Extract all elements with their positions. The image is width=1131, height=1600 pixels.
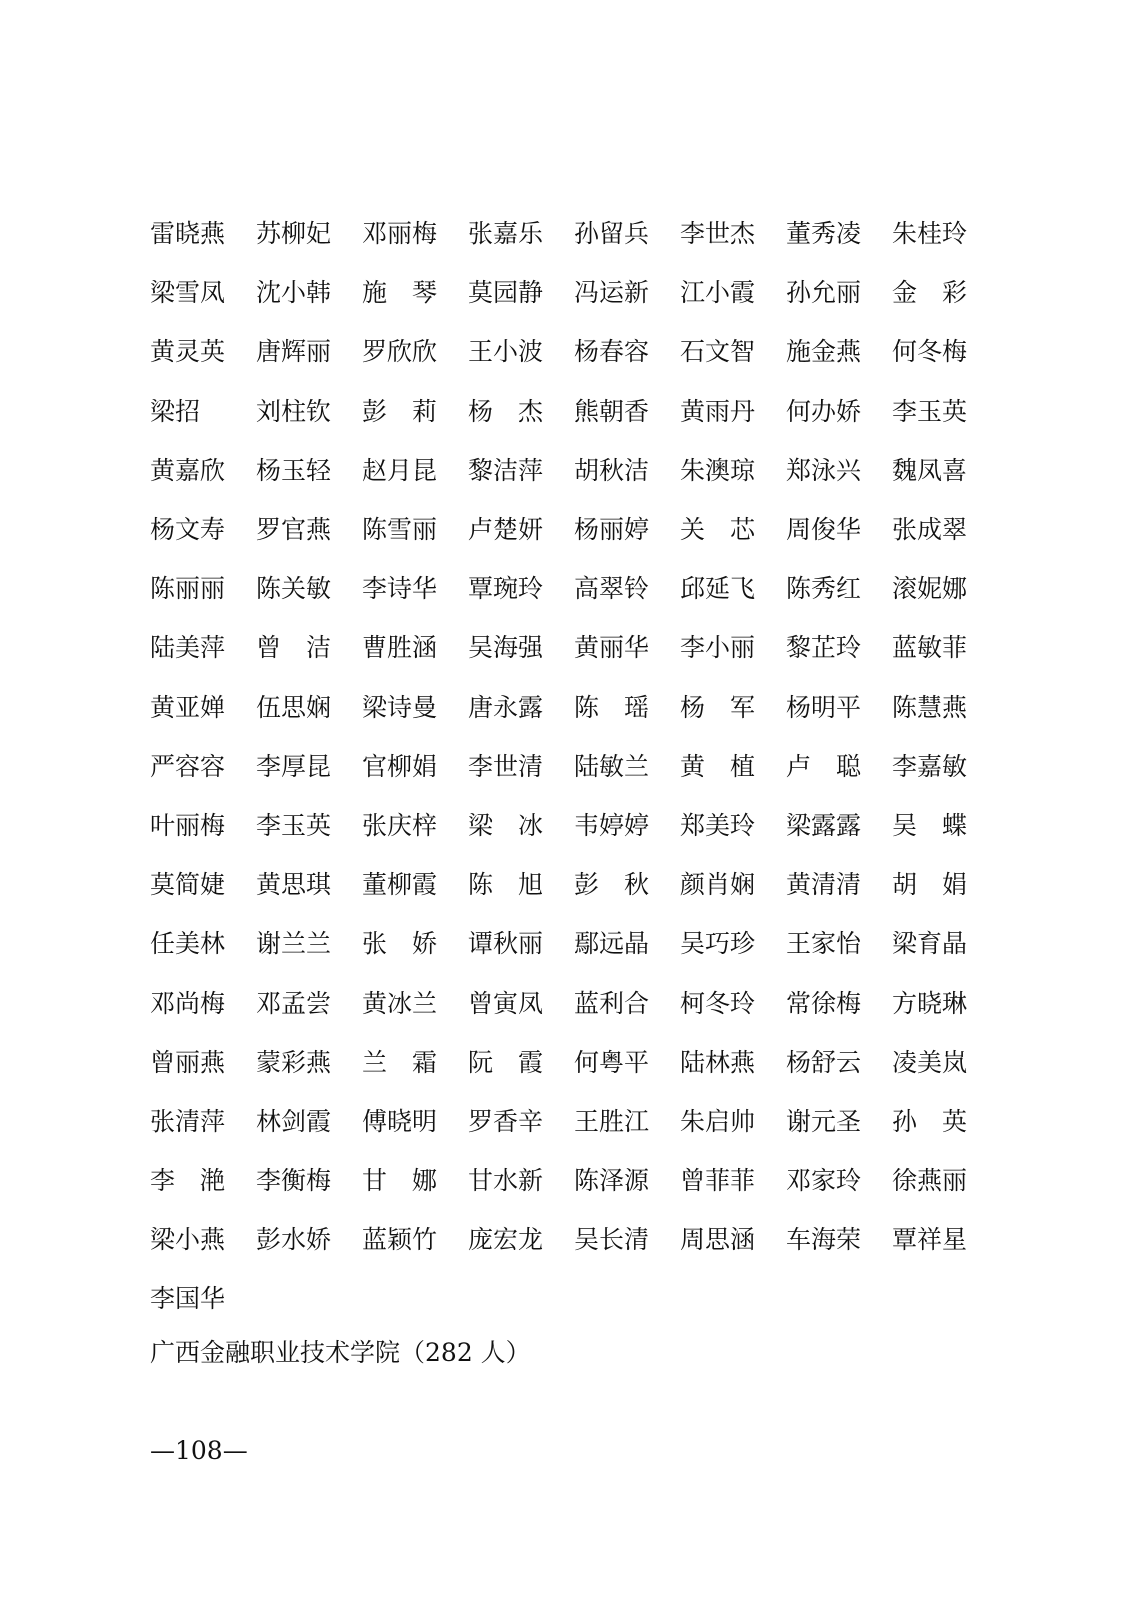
name-entry: 陆林燕	[680, 1047, 756, 1077]
name-entry: 邓孟尝	[256, 988, 332, 1018]
page-number: —108—	[150, 1436, 248, 1465]
name-entry: 黄亚婵	[150, 692, 226, 722]
name-entry: 陈雪丽	[362, 515, 438, 545]
name-entry: 李诗华	[362, 574, 438, 604]
name-entry: 杨春容	[574, 337, 650, 367]
name-row	[150, 1269, 980, 1328]
name-entry: 蒙彩燕	[256, 1047, 332, 1077]
name-entry: 朱澳琼	[680, 455, 756, 485]
name-entry: 关 芯	[680, 515, 756, 545]
name-entry: 唐永露	[468, 692, 544, 722]
name-entry: 梁育晶	[892, 929, 968, 959]
name-row	[150, 559, 980, 618]
name-entry: 兰 霜	[362, 1047, 438, 1077]
name-entry: 李厚昆	[256, 751, 332, 781]
name-entry: 李玉英	[892, 396, 968, 426]
name-entry: 黎芷玲	[786, 633, 862, 663]
name-row	[150, 441, 980, 500]
name-entry: 吴巧珍	[680, 929, 756, 959]
name-entry: 伍思娴	[256, 692, 332, 722]
name-entry: 彭 秋	[574, 870, 650, 900]
name-entry: 彭水娇	[256, 1225, 332, 1255]
name-entry: 何粤平	[574, 1047, 650, 1077]
name-entry: 李小丽	[680, 633, 756, 663]
name-entry: 严容容	[150, 751, 226, 781]
name-entry: 罗官燕	[256, 515, 332, 545]
name-entry: 滚妮娜	[892, 574, 968, 604]
name-entry: 孙留兵	[574, 219, 650, 249]
name-entry: 蓝敏菲	[892, 633, 968, 663]
name-entry: 杨舒云	[786, 1047, 862, 1077]
name-entry: 梁小燕	[150, 1225, 226, 1255]
name-entry: 吴 蝶	[892, 810, 968, 840]
name-entry: 卢 聪	[786, 751, 862, 781]
name-entry: 张清萍	[150, 1106, 226, 1136]
name-entry: 梁露露	[786, 810, 862, 840]
name-entry: 黄清清	[786, 870, 862, 900]
name-entry: 苏柳妃	[256, 219, 332, 249]
name-entry: 黄 植	[680, 751, 756, 781]
name-entry: 何冬梅	[892, 337, 968, 367]
name-row	[150, 914, 980, 973]
name-entry: 邓尚梅	[150, 988, 226, 1018]
name-entry: 郑美玲	[680, 810, 756, 840]
name-entry: 柯冬玲	[680, 988, 756, 1018]
name-entry: 王家怡	[786, 929, 862, 959]
name-entry: 朱桂玲	[892, 219, 968, 249]
name-entry: 罗香辛	[468, 1106, 544, 1136]
name-entry: 庞宏龙	[468, 1225, 544, 1255]
name-entry: 周俊华	[786, 515, 862, 545]
name-entry: 林剑霞	[256, 1106, 332, 1136]
name-entry: 阮 霞	[468, 1047, 544, 1077]
name-entry: 曾寅凤	[468, 988, 544, 1018]
name-entry: 李衡梅	[256, 1166, 332, 1196]
name-entry: 金 彩	[892, 278, 968, 308]
name-entry: 方晓琳	[892, 988, 968, 1018]
name-entry: 黄丽华	[574, 633, 650, 663]
name-entry: 石文智	[680, 337, 756, 367]
org-heading: 广西金融职业技术学院（282 人）	[150, 1338, 531, 1367]
name-entry: 董柳霞	[362, 870, 438, 900]
name-entry: 梁雪凤	[150, 278, 226, 308]
name-entry: 朱启帅	[680, 1106, 756, 1136]
name-entry: 任美林	[150, 929, 226, 959]
name-entry: 蓝颖竹	[362, 1225, 438, 1255]
name-entry: 周思涵	[680, 1225, 756, 1255]
name-entry: 孙允丽	[786, 278, 862, 308]
name-entry: 陈秀红	[786, 574, 862, 604]
name-entry: 高翠铃	[574, 574, 650, 604]
name-entry: 冯运新	[574, 278, 650, 308]
name-entry: 曹胜涵	[362, 633, 438, 663]
name-entry: 杨 军	[680, 692, 756, 722]
name-row	[150, 204, 980, 263]
name-entry: 颜肖娴	[680, 870, 756, 900]
name-entry: 谢元圣	[786, 1106, 862, 1136]
name-entry: 陈关敏	[256, 574, 332, 604]
name-entry: 胡秋洁	[574, 455, 650, 485]
name-row	[150, 1151, 980, 1210]
name-entry: 覃祥星	[892, 1225, 968, 1255]
name-entry: 黄灵英	[150, 337, 226, 367]
name-entry: 陆敏兰	[574, 751, 650, 781]
name-entry: 黄嘉欣	[150, 455, 226, 485]
name-entry: 李世杰	[680, 219, 756, 249]
name-entry: 黄思琪	[256, 870, 332, 900]
name-entry: 蓝利合	[574, 988, 650, 1018]
name-entry: 傅晓明	[362, 1106, 438, 1136]
name-entry: 陈 旭	[468, 870, 544, 900]
name-entry: 熊朝香	[574, 396, 650, 426]
name-row	[150, 263, 980, 322]
name-entry: 沈小韩	[256, 278, 332, 308]
name-entry: 李世清	[468, 751, 544, 781]
name-row	[150, 618, 980, 677]
name-entry: 施金燕	[786, 337, 862, 367]
name-entry: 王小波	[468, 337, 544, 367]
name-entry: 刘柱钦	[256, 396, 332, 426]
name-entry: 何办娇	[786, 396, 862, 426]
name-entry: 李玉英	[256, 810, 332, 840]
name-entry: 江小霞	[680, 278, 756, 308]
name-entry: 官柳娟	[362, 751, 438, 781]
name-entry: 曾 洁	[256, 633, 332, 663]
name-entry: 孙 英	[892, 1106, 968, 1136]
name-entry: 莫简婕	[150, 870, 226, 900]
name-entry: 杨玉轻	[256, 455, 332, 485]
name-entry: 邓家玲	[786, 1166, 862, 1196]
name-entry: 陈丽丽	[150, 574, 226, 604]
name-entry: 杨丽婷	[574, 515, 650, 545]
name-entry: 张成翠	[892, 515, 968, 545]
name-entry: 常徐梅	[786, 988, 862, 1018]
name-entry: 谭秋丽	[468, 929, 544, 959]
name-entry: 施 琴	[362, 278, 438, 308]
name-entry: 胡 娟	[892, 870, 968, 900]
name-row	[150, 322, 980, 381]
name-entry: 甘水新	[468, 1166, 544, 1196]
name-entry: 甘 娜	[362, 1166, 438, 1196]
name-entry: 赵月昆	[362, 455, 438, 485]
name-entry: 唐辉丽	[256, 337, 332, 367]
name-entry: 吴长清	[574, 1225, 650, 1255]
name-entry: 雷晓燕	[150, 219, 226, 249]
name-entry: 陈慧燕	[892, 692, 968, 722]
name-entry: 杨明平	[786, 692, 862, 722]
name-row	[150, 855, 980, 914]
name-entry: 凌美岚	[892, 1047, 968, 1077]
name-row	[150, 737, 980, 796]
name-entry: 李国华	[150, 1284, 226, 1314]
name-entry: 梁 冰	[468, 810, 544, 840]
name-entry: 莫园静	[468, 278, 544, 308]
name-entry: 黎洁萍	[468, 455, 544, 485]
name-entry: 邓丽梅	[362, 219, 438, 249]
name-entry: 董秀凌	[786, 219, 862, 249]
name-entry: 徐燕丽	[892, 1166, 968, 1196]
name-entry: 覃琬玲	[468, 574, 544, 604]
name-row	[150, 1210, 980, 1269]
name-entry: 邱延飞	[680, 574, 756, 604]
name-entry: 韦婷婷	[574, 810, 650, 840]
name-row	[150, 1092, 980, 1151]
name-entry: 杨文寿	[150, 515, 226, 545]
name-entry: 曾菲菲	[680, 1166, 756, 1196]
name-entry: 罗欣欣	[362, 337, 438, 367]
name-entry: 黄雨丹	[680, 396, 756, 426]
name-entry: 张庆梓	[362, 810, 438, 840]
name-entry: 郑泳兴	[786, 455, 862, 485]
name-entry: 曾丽燕	[150, 1047, 226, 1077]
name-entry: 彭 莉	[362, 396, 438, 426]
name-entry: 陈 瑶	[574, 692, 650, 722]
name-entry: 车海荣	[786, 1225, 862, 1255]
name-entry: 鄢远晶	[574, 929, 650, 959]
name-row	[150, 796, 980, 855]
name-entry: 谢兰兰	[256, 929, 332, 959]
name-entry: 陆美萍	[150, 633, 226, 663]
name-entry: 张嘉乐	[468, 219, 544, 249]
name-row	[150, 500, 980, 559]
name-entry: 杨 杰	[468, 396, 544, 426]
name-entry: 叶丽梅	[150, 810, 226, 840]
name-entry: 吴海强	[468, 633, 544, 663]
name-entry: 陈泽源	[574, 1166, 650, 1196]
name-entry: 卢楚妍	[468, 515, 544, 545]
name-entry: 张 娇	[362, 929, 438, 959]
name-entry: 梁招	[150, 396, 201, 426]
name-entry: 李嘉敏	[892, 751, 968, 781]
name-entry: 王胜江	[574, 1106, 650, 1136]
name-list	[150, 204, 980, 1329]
name-row	[150, 678, 980, 737]
name-entry: 黄冰兰	[362, 988, 438, 1018]
name-entry: 魏凤喜	[892, 455, 968, 485]
name-row	[150, 382, 980, 441]
name-row	[150, 1033, 980, 1092]
name-entry: 李 滟	[150, 1166, 226, 1196]
name-row	[150, 973, 980, 1032]
name-entry: 梁诗曼	[362, 692, 438, 722]
